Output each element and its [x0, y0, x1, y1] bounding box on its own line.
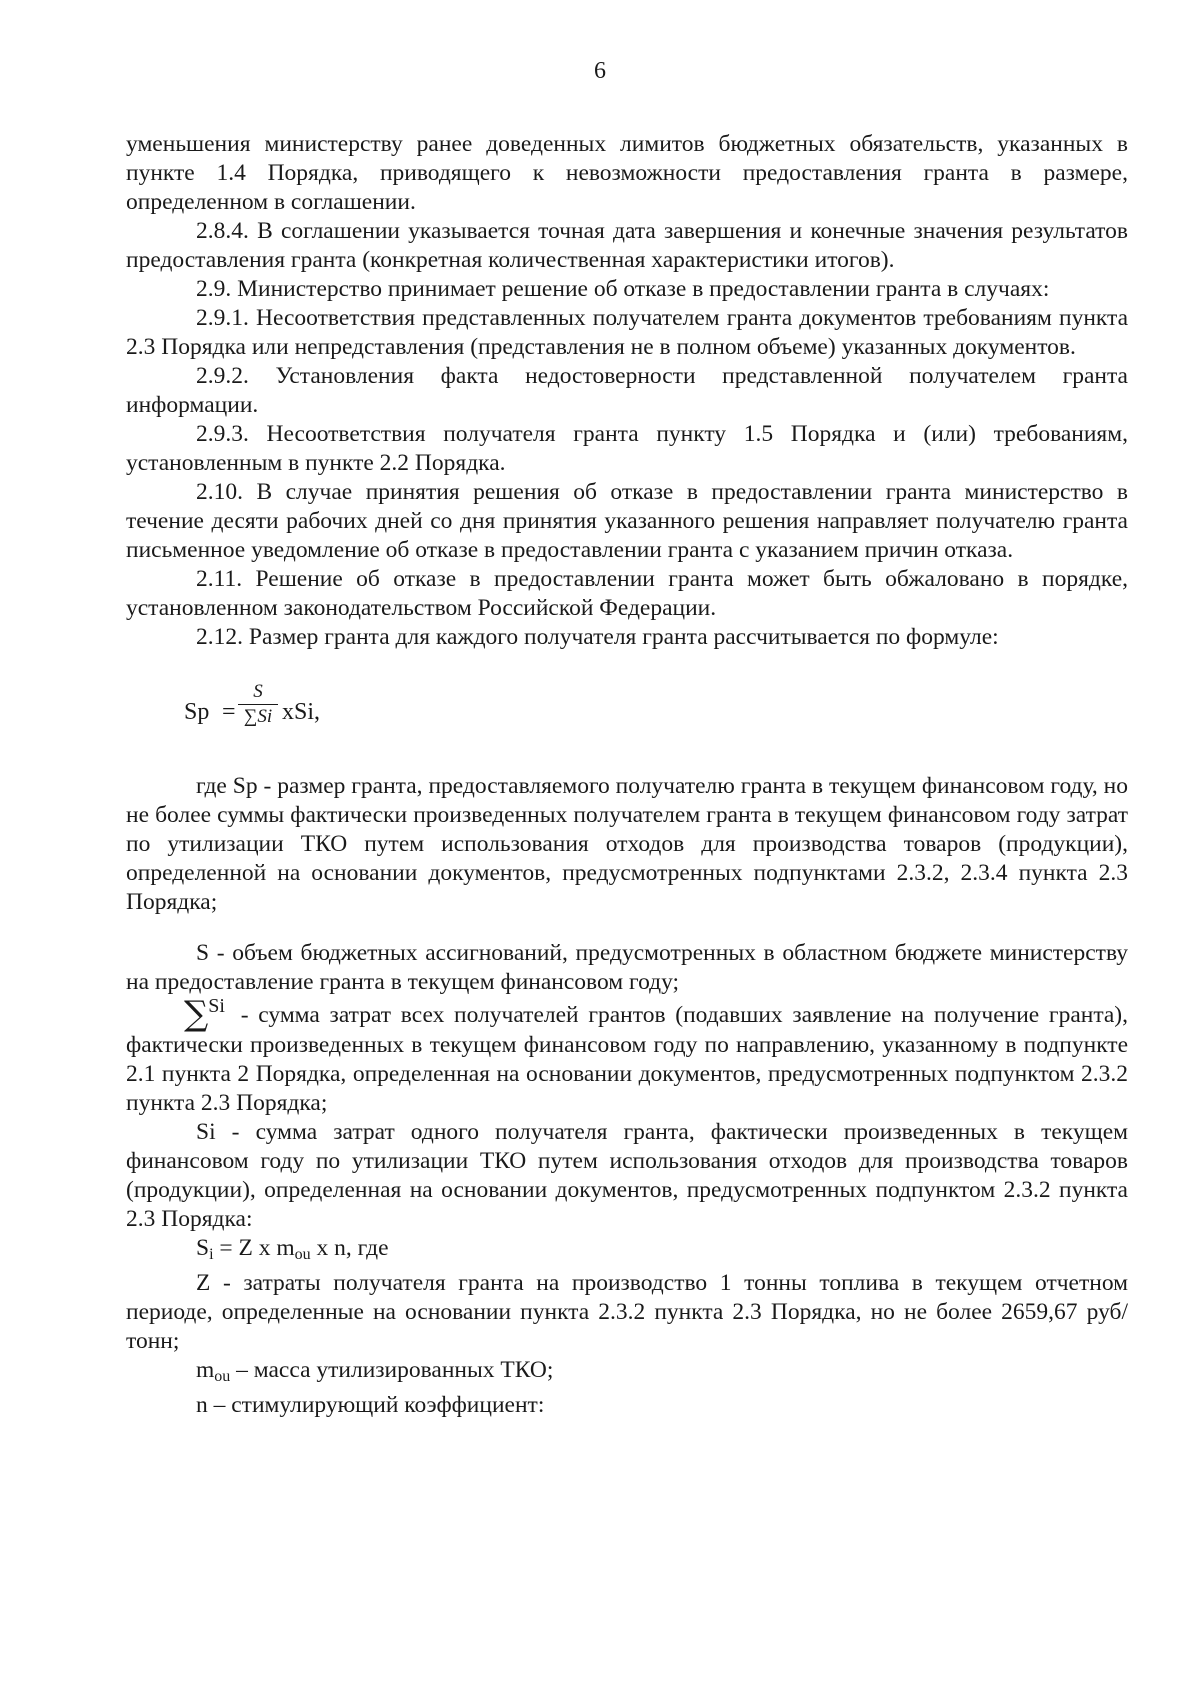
sigma-definition-text: - сумма затрат всех получателей грантов (подавших заявление на получение гранта), фактически произведенных в текущем финансовом году по направлению, указанному в подпункте 2.1 пункта 2 Порядка, определенная на основании документов, предусмотренных подпунктом 2.3.2 пункта 2.3 Порядка;	[126, 1002, 1129, 1116]
formula-rest: xSi,	[282, 699, 321, 725]
formula-denominator: ∑Si	[243, 706, 273, 727]
formula-equals: =	[222, 699, 236, 725]
paragraph-2-12: 2.12. Размер гранта для каждого получателя гранта рассчитывается по формуле:	[196, 624, 999, 650]
paragraph-2-10: 2.10. В случае принятия решения об отказе в предоставлении гранта министерство в течение десяти рабочих дней со дня принятия указанного решения направляет получателю гранта письменное уведомление об отказе в предоставлении гранта с указанием причин отказа.	[126, 479, 1128, 563]
paragraph-sp-definition: где Sp - размер гранта, предоставляемого получателю гранта в текущем финансовом году, но не более суммы фактически произведенных получателем гранта в текущем финансовом году затрат по утилизации ТКО путем использования отходов для производства товаров (продукции), определенной на основании документов, предусмотренных подпунктами 2.3.2, 2.3.4 пункта 2.3 Порядка;	[126, 773, 1128, 915]
page-number: 6	[594, 58, 606, 84]
paragraph-2-8-4: 2.8.4. В соглашении указывается точная дата завершения и конечные значения результатов предоставления гранта (конкретная количественная характеристики итогов).	[126, 218, 1128, 273]
m-label-sub: ou	[214, 1368, 231, 1385]
paragraph-2-11: 2.11. Решение об отказе в предоставлении гранта может быть обжаловано в порядке, установленном законодательством Российской Федерации.	[126, 566, 1128, 621]
paragraph-n-definition: n – стимулирующий коэффициент:	[196, 1392, 545, 1418]
formula-si-s-sub: i	[209, 1246, 214, 1263]
paragraph-2-9-1: 2.9.1. Несоответствия представленных получателем гранта документов требованиям пункта 2.3 Порядка или непредставления (представления не в полном объеме) указанных документов.	[126, 305, 1128, 360]
m-label: m	[196, 1357, 215, 1383]
formula-lhs: Sp	[184, 699, 210, 725]
sigma-symbol: ∑	[184, 994, 209, 1034]
paragraph-si-definition: Si - сумма затрат одного получателя гранта, фактически произведенных в текущем финансовом году по утилизации ТКО путем использования отходов для производства товаров (продукции), определенная на основании документов, предусмотренных подпунктом 2.3.2 пункта 2.3 Порядка:	[126, 1119, 1128, 1232]
paragraph-2-9-3: 2.9.3. Несоответствия получателя гранта пункту 1.5 Порядка и (или) требованиям, установленным в пункте 2.2 Порядка.	[126, 421, 1128, 476]
paragraph-continuation: уменьшения министерству ранее доведенных лимитов бюджетных обязательств, указанных в пункте 1.4 Порядка, приводящего к невозможности предоставления гранта в размере, определенном в соглашении.	[126, 131, 1128, 215]
formula-si-m-sub: ou	[294, 1246, 311, 1263]
formula-si-tail: x n, где	[310, 1235, 389, 1261]
paragraph-2-9-2: 2.9.2. Установления факта недостоверности представленной получателем гранта информации.	[126, 363, 1128, 418]
formula-si-s: S	[196, 1235, 210, 1261]
grant-formula	[184, 680, 1128, 742]
paragraph-z-definition: Z - затраты получателя гранта на производство 1 тонны топлива в текущем отчетном периоде, определенные на основании пункта 2.3.2 пункта 2.3 Порядка, но не более 2659,67 руб/тонн;	[126, 1270, 1128, 1354]
paragraph-s-definition: S - объем бюджетных ассигнований, предусмотренных в областном бюджете министерству на предоставление гранта в текущем финансовом году;	[126, 940, 1128, 995]
formula-numerator: S	[253, 681, 263, 702]
sigma-subscript: Si	[208, 995, 225, 1017]
m-definition-text: – масса утилизированных ТКО;	[236, 1357, 554, 1383]
paragraph-sigma-definition	[126, 994, 1129, 1118]
document-body	[126, 130, 1128, 1420]
formula-si-mid: = Z x m	[213, 1235, 295, 1261]
formula-fraction	[236, 680, 280, 729]
paragraph-2-9: 2.9. Министерство принимает решение об отказе в предоставлении гранта в случаях:	[196, 276, 1050, 302]
formula-si	[126, 1234, 1128, 1269]
paragraph-m-definition	[126, 1356, 1128, 1391]
